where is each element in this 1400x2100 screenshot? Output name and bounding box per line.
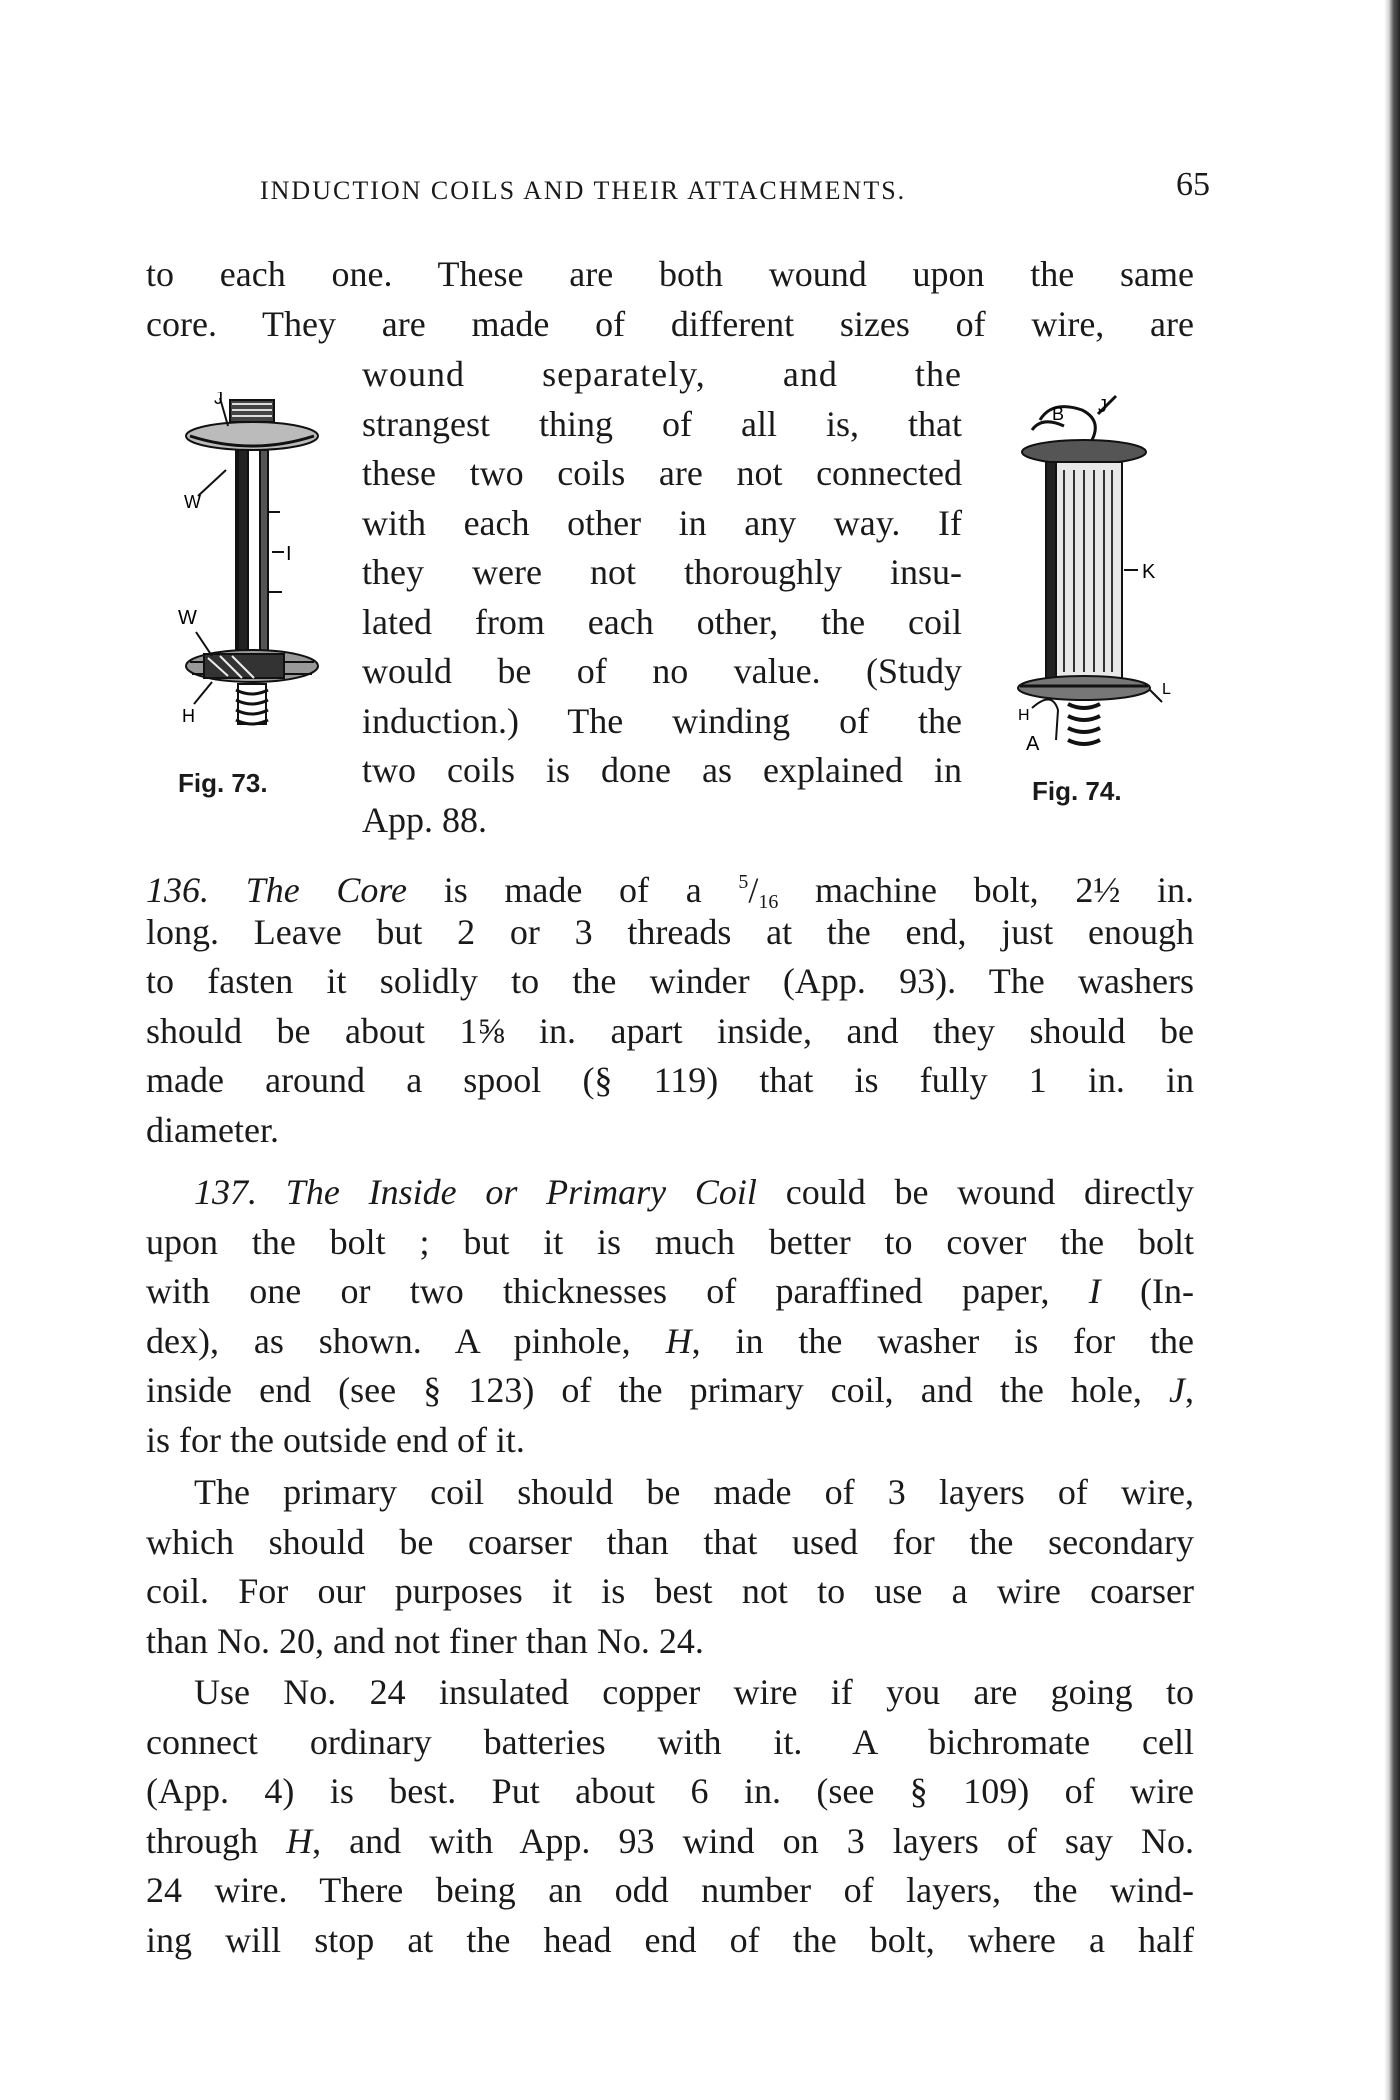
wrapped-line: with each other in any way. If (362, 502, 962, 543)
variable-i: I (1088, 1271, 1101, 1311)
figure-73-caption: Fig. 73. (178, 768, 268, 798)
fig73-label-w-top: W (184, 492, 201, 512)
text-run: Use No. 24 insulated copper wire if you are going to (194, 1672, 1194, 1712)
section-136-text: machine bolt, 2½ in. (778, 870, 1195, 910)
section-136-text: is made of a (407, 870, 739, 910)
wrapped-line: two coils is done as explained in (362, 750, 962, 790)
section-136-heading: The Core (245, 870, 408, 910)
primary-coil-line (146, 1468, 1194, 1518)
section-137-number: 137. (194, 1172, 257, 1212)
intro-line-1: to each one. These are both wound upon the same (146, 254, 1194, 294)
section-136-number: 136. (146, 870, 209, 910)
text-run: The primary coil should be made of 3 layers of wire, (194, 1472, 1194, 1512)
fig74-label-k: K (1142, 561, 1156, 583)
wrapped-line: induction.) The winding of the (362, 700, 962, 741)
primary-coil-line: which should be coarser than that used for the secondary (146, 1522, 1194, 1562)
intro-line-2: core. They are made of different sizes of wire, are (146, 304, 1194, 344)
fig73-label-i: I (286, 543, 292, 565)
use-wire-line: connect ordinary batteries with it. A bichromate cell (146, 1722, 1194, 1762)
fraction-denominator: 16 (758, 891, 779, 913)
section-137-heading: The Inside or Primary Coil (285, 1172, 757, 1212)
fig73-label-j: J (214, 392, 223, 408)
section-136-line: to fasten it solidly to the winder (App. 93). The washers (146, 961, 1194, 1001)
section-137-first-line (146, 1168, 1194, 1218)
wrapped-line: wound separately, and the (362, 354, 962, 394)
fig74-label-b: B (1052, 404, 1065, 424)
running-head: INDUCTION COILS AND THEIR ATTACHMENTS. (260, 176, 907, 205)
text-run: (In- (1100, 1271, 1194, 1311)
text-run: through (146, 1821, 287, 1861)
primary-coil-line: than No. 20, and not finer than No. 24. (146, 1621, 704, 1661)
fraction-numerator: 5 (738, 871, 749, 893)
fig74-label-a: A (1026, 733, 1040, 755)
use-wire-line: (App. 4) is best. Put about 6 in. (see § 109) of wire (146, 1771, 1194, 1811)
section-136-line: should be about 1⅝ in. apart inside, and they should be (146, 1011, 1194, 1051)
use-wire-line: ing will stop at the head end of the bolt, where a half (146, 1920, 1194, 1960)
text-run: , in the washer is for the (691, 1321, 1194, 1361)
fig74-label-l: L (1162, 681, 1171, 698)
figure-74-coil-illustration (1012, 390, 1192, 770)
text-run: , (1185, 1370, 1194, 1410)
figure-73-bolt-illustration (168, 392, 328, 762)
section-137-line (146, 1267, 1194, 1317)
section-137-line: is for the outside end of it. (146, 1420, 525, 1460)
wrapped-line: lated from each other, the coil (362, 601, 962, 642)
fig73-label-h: H (182, 706, 195, 726)
section-136-line: made around a spool (§ 119) that is fully 1 in. in (146, 1060, 1194, 1100)
page-number: 65 (1176, 166, 1210, 203)
wrapped-line: they were not thoroughly insu- (362, 552, 962, 592)
text-run: dex), as shown. A pinhole, (146, 1321, 666, 1361)
primary-coil-line: coil. For our purposes it is best not to use a wire coarser (146, 1571, 1194, 1611)
section-137-line (146, 1366, 1194, 1416)
fraction-slash: / (748, 870, 759, 910)
figure-74-caption: Fig. 74. (1032, 776, 1122, 806)
fig73-label-w-bottom: W (178, 607, 197, 629)
fig74-label-h: H (1018, 707, 1030, 724)
section-136-line: diameter. (146, 1110, 279, 1150)
variable-h: H (286, 1821, 313, 1861)
text-run: , and with App. 93 wind on 3 layers of say No. (312, 1821, 1194, 1861)
intro-wrapped-text (362, 350, 962, 845)
wrapped-line: App. 88. (362, 799, 487, 840)
text-run: with one or two thicknesses of paraffined paper, (146, 1271, 1089, 1311)
section-137-line: upon the bolt ; but it is much better to cover the bolt (146, 1222, 1194, 1262)
use-wire-line (146, 1817, 1194, 1867)
use-wire-line (146, 1668, 1194, 1718)
use-wire-line: 24 wire. There being an odd number of layers, the wind- (146, 1870, 1194, 1910)
section-137-line (146, 1317, 1194, 1367)
text-run: inside end (see § 123) of the primary coil, and the hole, (146, 1370, 1170, 1410)
fig74-label-j: J (1098, 396, 1107, 416)
wrapped-line: strangest thing of all is, that (362, 403, 962, 444)
variable-j: J (1169, 1370, 1185, 1410)
section-137-text: could be wound directly (756, 1172, 1194, 1212)
wrapped-line: would be of no value. (Study (362, 651, 962, 691)
section-136-line: long. Leave but 2 or 3 threads at the end, just enough (146, 912, 1194, 952)
wrapped-line: these two coils are not connected (362, 453, 962, 493)
variable-h: H (665, 1321, 692, 1361)
page-edge-shadow (1384, 0, 1400, 2100)
